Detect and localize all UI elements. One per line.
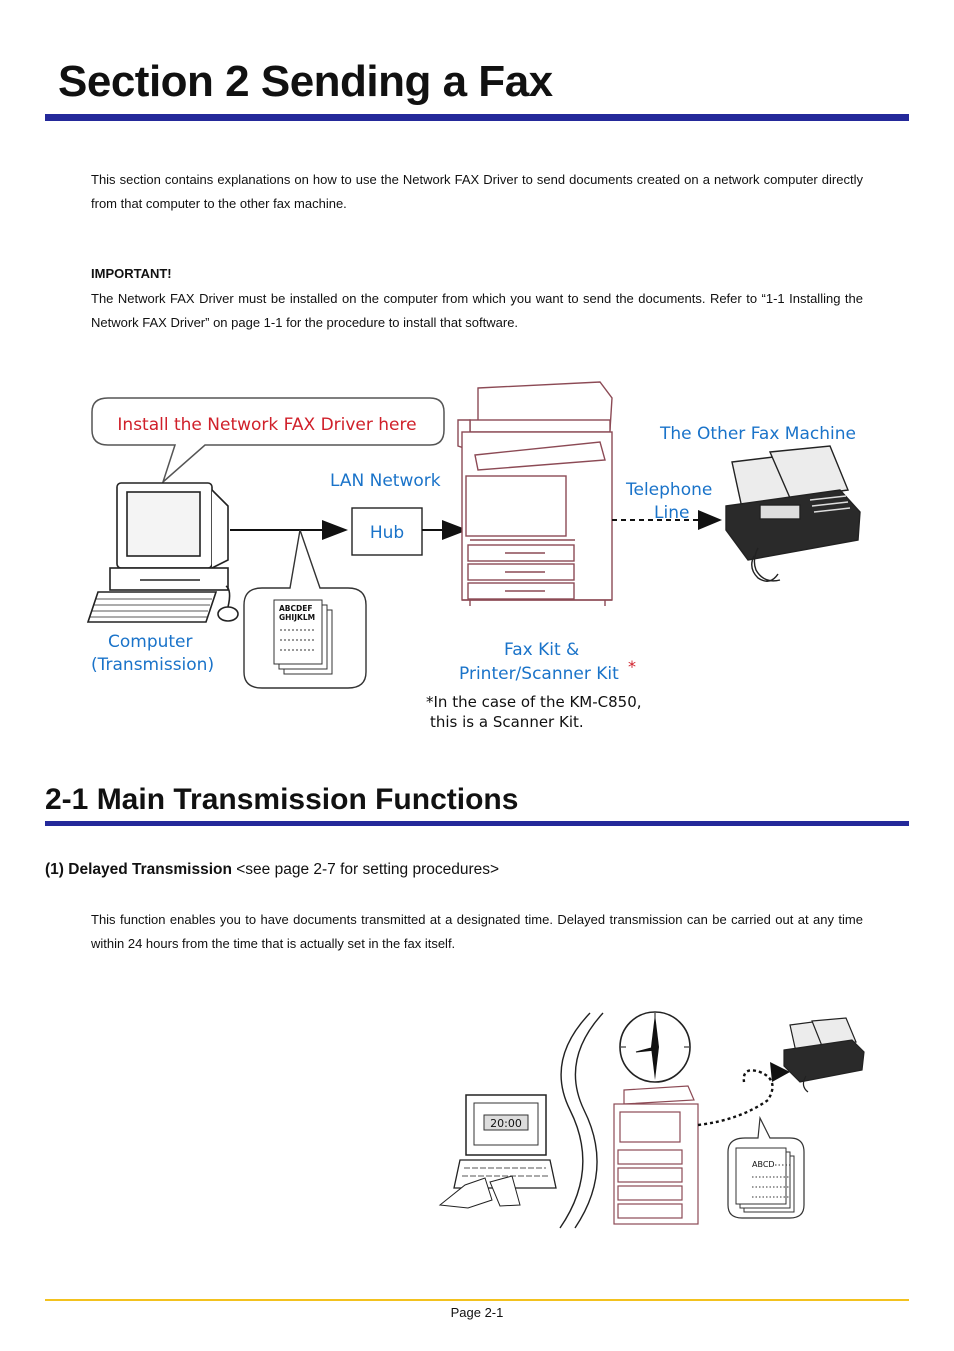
printer-scanner-label: Printer/Scanner Kit [459,664,619,684]
delayed-transmission-diagram [420,1005,880,1235]
small-fax-icon [784,1018,864,1092]
page-number: Page 2-1 [450,1305,504,1320]
important-paragraph: The Network FAX Driver must be installed on the computer from which you want to send the documents. Refer to “1-1 Installing the Network FAX Driver” on page 1-1 for the procedure to install that software. [91,291,863,330]
telephone-line-label: Line [654,503,690,523]
title-rule [45,114,909,121]
other-fax-label: The Other Fax Machine [660,424,856,444]
delayed-transmission-heading [45,858,499,882]
delayed-paragraph: This function enables you to have documents transmitted at a designated time. Delayed transmission can be carried out at any time within 24 hours from the time that is actually set in the fax itself. [91,912,863,951]
note-line-2: this is a Scanner Kit. [430,713,584,731]
important-label: IMPORTANT! [91,266,172,281]
computer-icon [88,483,238,622]
small-document-callout [728,1118,804,1218]
fax-machine-icon [726,446,860,581]
item-reference: <see page 2-7 for setting procedures> [231,861,500,878]
small-doc-text: ABCD [752,1160,775,1169]
network-fax-diagram [0,370,954,740]
footer-rule [45,1299,909,1301]
intro-paragraph: This section contains explanations on how to use the Network FAX Driver to send documents created on a network computer directly from that computer to the other fax machine. [91,172,863,211]
document-callout [244,530,366,688]
small-printer-icon [614,1086,698,1224]
page-title: Section 2 Sending a Fax [58,57,553,106]
telephone-label: Telephone [626,480,713,500]
clock-icon [620,1012,690,1082]
hub-box [352,508,422,555]
printer-icon [458,382,612,606]
timed-computer-icon [440,1095,556,1208]
note-line-1: *In the case of the KM-C850, [426,693,642,711]
transmission-label: (Transmission) [91,655,215,675]
doc-text-1: ABCDEF [279,604,313,613]
section-title: 2-1 Main Transmission Functions [45,783,519,816]
screen-time: 20:00 [490,1117,522,1130]
hub-label: Hub [369,523,405,543]
install-callout [92,398,444,482]
computer-label: Computer [108,632,193,652]
lan-label: LAN Network [330,471,441,491]
asterisk-mark: * [628,657,636,676]
callout-text: Install the Network FAX Driver here [117,415,417,435]
item-label: (1) Delayed Transmission [45,861,232,878]
section-rule [45,821,909,826]
doc-text-2: GHIJKLM [279,613,316,622]
faxkit-label: Fax Kit & [504,640,580,660]
